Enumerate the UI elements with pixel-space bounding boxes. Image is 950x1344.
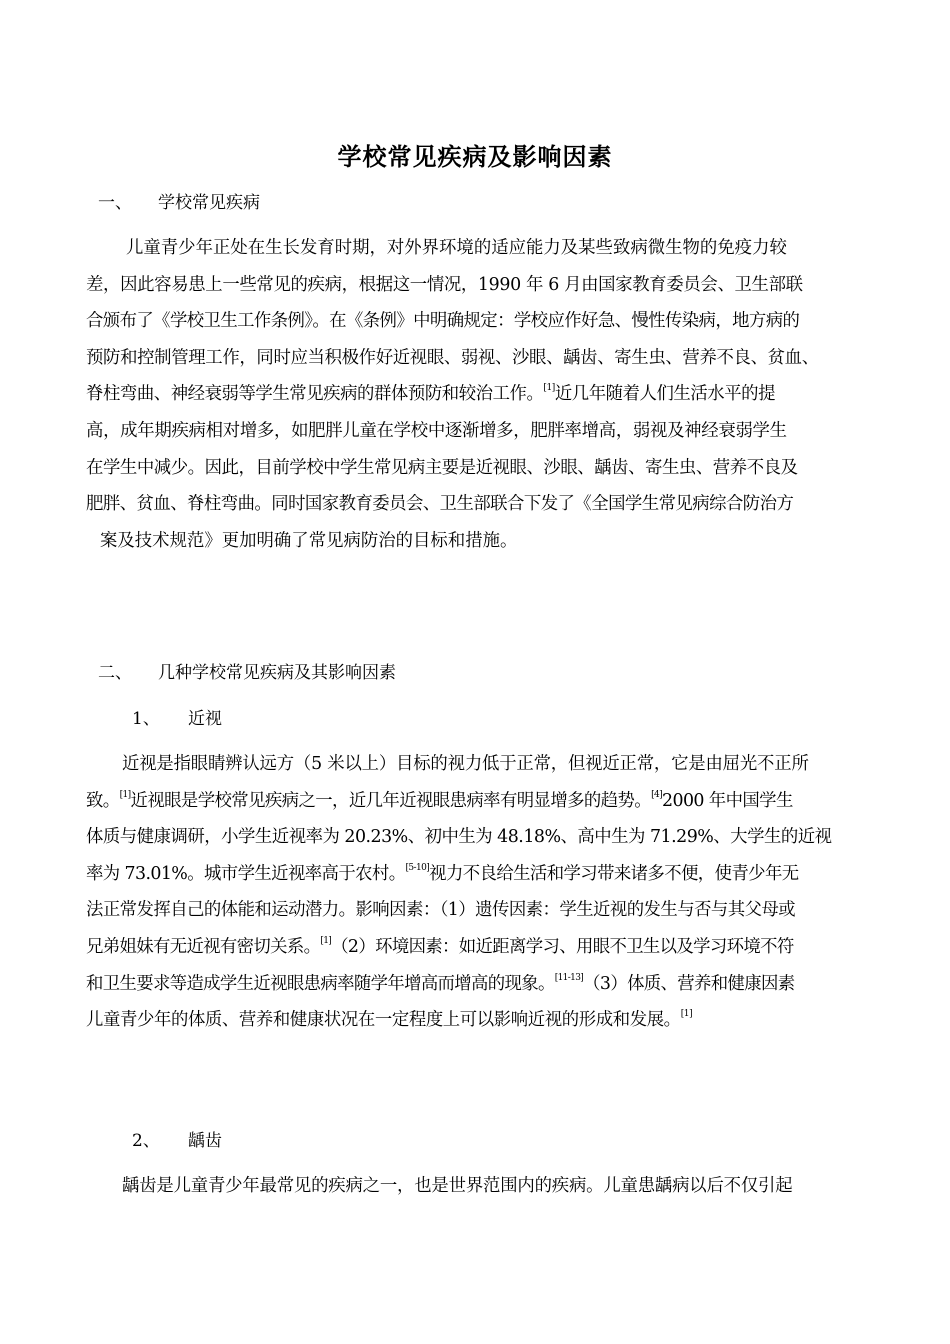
paragraph-line: 案及技术规范》更加明确了常见病防治的目标和措施。 bbox=[100, 530, 518, 551]
section-heading-1 bbox=[98, 190, 260, 216]
document-title: 学校常见疾病及影响因素 bbox=[337, 142, 613, 171]
citation: [5-10] bbox=[405, 862, 430, 873]
citation: [4] bbox=[651, 789, 663, 800]
citation: [1] bbox=[119, 789, 131, 800]
section-title: 几种学校常见疾病及其影响因素 bbox=[158, 663, 396, 683]
citation: [11-13] bbox=[554, 972, 584, 983]
subsection-number: 1、 bbox=[132, 709, 160, 729]
citation: [1] bbox=[680, 1009, 693, 1020]
paragraph-line: 致。[1]近视眼是学校常见疾病之一，近几年近视眼患病率有明显增多的趋势。[4]2000 年中国学生 bbox=[86, 789, 793, 811]
paragraph-line: 体质与健康调研，小学生近视率为 20.23%、初中生为 48.18%、高中生为 71.29%、大学生的近视 bbox=[86, 827, 832, 848]
section-number: 二、 bbox=[98, 663, 132, 683]
paragraph-line: 合颁布了《学校卫生工作条例》。在《条例》中明确规定：学校应作好急、慢性传染病，地方病的 bbox=[86, 311, 800, 332]
paragraph-line: 和卫生要求等造成学生近视眼患病率随学年增高而增高的现象。[11-13]（3）体质、营养和健康因素 bbox=[86, 972, 795, 994]
paragraph-line: 儿童青少年正处在生长发育时期，对外界环境的适应能力及某些致病微生物的免疫力较 bbox=[126, 238, 787, 258]
section-number: 一、 bbox=[98, 193, 132, 213]
paragraph-line: 兄弟姐妹有无近视有密切关系。[1]（2）环境因素：如近距离学习、用眼不卫生以及学习环境不符 bbox=[86, 935, 794, 957]
paragraph-3 bbox=[86, 1168, 872, 1205]
subsection-title: 龋齿 bbox=[188, 1131, 222, 1151]
section-title: 学校常见疾病 bbox=[158, 193, 260, 213]
paragraph-line: 脊柱弯曲、神经衰弱等学生常见疾病的群体预防和较治工作。[1]近几年随着人们生活水平的提 bbox=[86, 383, 776, 405]
subsection-heading-2 bbox=[132, 1128, 222, 1154]
subsection-heading-1 bbox=[132, 706, 222, 732]
paragraph-line: 预防和控制管理工作，同时应当积极作好近视眼、弱视、沙眼、龋齿、寄生虫、营养不良、贫血、 bbox=[86, 347, 819, 368]
paragraph-line: 龋齿是儿童青少年最常见的疾病之一，也是世界范围内的疾病。儿童患龋病以后不仅引起 bbox=[122, 1176, 793, 1196]
subsection-number: 2、 bbox=[132, 1131, 160, 1151]
paragraph-1 bbox=[86, 230, 872, 559]
paragraph-line: 率为 73.01%。城市学生近视率高于农村。[5-10]视力不良给生活和学习带来诸多不便，使青少年无 bbox=[86, 862, 799, 884]
subsection-title: 近视 bbox=[188, 709, 222, 729]
citation: [1] bbox=[543, 383, 555, 394]
section-heading-2 bbox=[98, 660, 396, 686]
paragraph-line: 肥胖、贫血、脊柱弯曲。同时国家教育委员会、卫生部联合下发了《全国学生常见病综合防治方 bbox=[86, 494, 794, 515]
paragraph-line: 在学生中减少。因此，目前学校中学生常见病主要是近视眼、沙眼、龋齿、寄生虫、营养不良及 bbox=[86, 457, 798, 478]
paragraph-line: 法正常发挥自己的体能和运动潜力。影响因素：（1）遗传因素：学生近视的发生与否与其父母或 bbox=[86, 900, 796, 921]
paragraph-2 bbox=[86, 746, 872, 1039]
paragraph-line: 近视是指眼睛辨认远方（5 米以上）目标的视力低于正常，但视近正常，它是由屈光不正所 bbox=[122, 754, 809, 774]
paragraph-line: 高，成年期疾病相对增多，如肥胖儿童在学校中逐渐增多，肥胖率增高，弱视及神经衰弱学生 bbox=[86, 420, 787, 441]
paragraph-line: 差，因此容易患上一些常见的疾病，根据这一情况，1990 年 6 月由国家教育委员会、卫生部联 bbox=[86, 274, 803, 295]
paragraph-line: 儿童青少年的体质、营养和健康状况在一定程度上可以影响近视的形成和发展。[1] bbox=[86, 1009, 693, 1031]
citation: [1] bbox=[320, 935, 332, 946]
